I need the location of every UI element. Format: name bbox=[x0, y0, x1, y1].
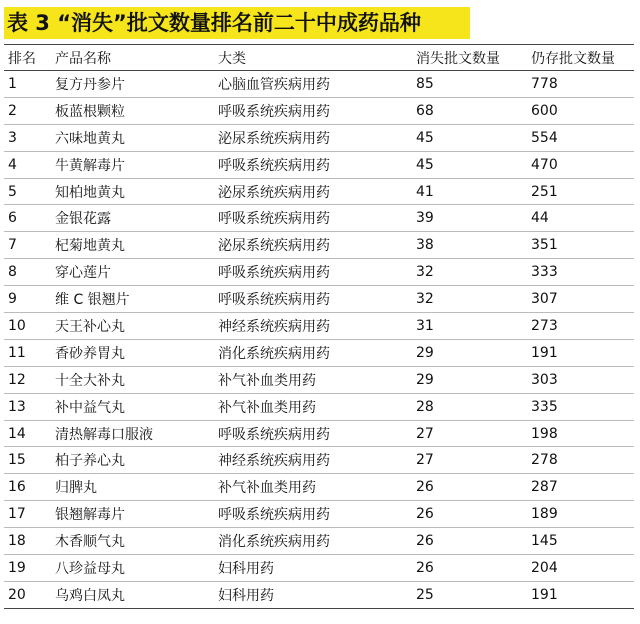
remaining-cell: 303 bbox=[531, 371, 558, 388]
table-row bbox=[4, 98, 634, 125]
category-cell: 消化系统疾病用药 bbox=[218, 345, 330, 362]
rank-cell: 5 bbox=[8, 183, 17, 200]
remaining-cell: 278 bbox=[531, 452, 558, 469]
table-row bbox=[4, 179, 634, 206]
table-row bbox=[4, 501, 634, 528]
lost-cell: 27 bbox=[416, 452, 434, 469]
table-row bbox=[4, 313, 634, 340]
remaining-cell: 273 bbox=[531, 317, 558, 334]
lost-cell: 31 bbox=[416, 317, 434, 334]
remaining-cell: 191 bbox=[531, 344, 558, 361]
category-cell: 泌尿系统疾病用药 bbox=[218, 238, 330, 255]
table-row bbox=[4, 232, 634, 259]
table-body bbox=[4, 71, 634, 609]
table-row bbox=[4, 205, 634, 232]
table-row bbox=[4, 340, 634, 367]
name-cell: 清热解毒口服液 bbox=[55, 426, 153, 443]
lost-cell: 29 bbox=[416, 371, 434, 388]
remaining-cell: 251 bbox=[531, 183, 558, 200]
name-cell: 复方丹参片 bbox=[55, 76, 125, 93]
remaining-cell: 198 bbox=[531, 425, 558, 442]
rank-cell: 17 bbox=[8, 506, 26, 523]
name-cell: 香砂养胃丸 bbox=[55, 345, 125, 362]
name-cell: 板蓝根颗粒 bbox=[55, 103, 125, 120]
drug-table bbox=[4, 44, 634, 609]
lost-cell: 32 bbox=[416, 291, 434, 308]
category-cell: 补气补血类用药 bbox=[218, 480, 316, 497]
lost-cell: 45 bbox=[416, 156, 434, 173]
table-row bbox=[4, 152, 634, 179]
rank-cell: 6 bbox=[8, 210, 17, 227]
table-row bbox=[4, 259, 634, 286]
lost-cell: 32 bbox=[416, 264, 434, 281]
remaining-cell: 335 bbox=[531, 398, 558, 415]
table-row bbox=[4, 421, 634, 448]
category-cell: 补气补血类用药 bbox=[218, 399, 316, 416]
lost-cell: 27 bbox=[416, 425, 434, 442]
header-category: 大类 bbox=[218, 50, 246, 67]
header-rank: 排名 bbox=[8, 50, 36, 67]
lost-cell: 29 bbox=[416, 344, 434, 361]
rank-cell: 14 bbox=[8, 425, 26, 442]
table-row bbox=[4, 367, 634, 394]
category-cell: 妇科用药 bbox=[218, 560, 274, 577]
remaining-cell: 470 bbox=[531, 156, 558, 173]
table-row bbox=[4, 528, 634, 555]
remaining-cell: 778 bbox=[531, 75, 558, 92]
rank-cell: 7 bbox=[8, 237, 17, 254]
rank-cell: 9 bbox=[8, 291, 17, 308]
name-cell: 归脾丸 bbox=[55, 480, 97, 497]
remaining-cell: 287 bbox=[531, 479, 558, 496]
category-cell: 呼吸系统疾病用药 bbox=[218, 292, 330, 309]
name-cell: 穿心莲片 bbox=[55, 265, 111, 282]
remaining-cell: 351 bbox=[531, 237, 558, 254]
rank-cell: 1 bbox=[8, 75, 17, 92]
category-cell: 呼吸系统疾病用药 bbox=[218, 426, 330, 443]
name-cell: 乌鸡白凤丸 bbox=[55, 587, 125, 604]
category-cell: 泌尿系统疾病用药 bbox=[218, 130, 330, 147]
category-cell: 妇科用药 bbox=[218, 587, 274, 604]
remaining-cell: 145 bbox=[531, 533, 558, 550]
remaining-cell: 333 bbox=[531, 264, 558, 281]
category-cell: 消化系统疾病用药 bbox=[218, 534, 330, 551]
table-row bbox=[4, 394, 634, 421]
rank-cell: 2 bbox=[8, 102, 17, 119]
lost-cell: 26 bbox=[416, 506, 434, 523]
lost-cell: 26 bbox=[416, 559, 434, 576]
rank-cell: 11 bbox=[8, 344, 26, 361]
category-cell: 呼吸系统疾病用药 bbox=[218, 211, 330, 228]
name-cell: 十全大补丸 bbox=[55, 372, 125, 389]
name-cell: 补中益气丸 bbox=[55, 399, 125, 416]
header-name: 产品名称 bbox=[55, 50, 111, 67]
name-cell: 木香顺气丸 bbox=[55, 534, 125, 551]
lost-cell: 39 bbox=[416, 210, 434, 227]
header-remaining: 仍存批文数量 bbox=[531, 50, 615, 67]
name-cell: 六味地黄丸 bbox=[55, 130, 125, 147]
lost-cell: 41 bbox=[416, 183, 434, 200]
name-cell: 八珍益母丸 bbox=[55, 560, 125, 577]
rank-cell: 8 bbox=[8, 264, 17, 281]
category-cell: 神经系统疾病用药 bbox=[218, 453, 330, 470]
name-cell: 银翘解毒片 bbox=[55, 507, 125, 524]
name-cell: 知柏地黄丸 bbox=[55, 184, 125, 201]
remaining-cell: 191 bbox=[531, 586, 558, 603]
table-row bbox=[4, 71, 634, 98]
table-header bbox=[4, 44, 634, 71]
rank-cell: 19 bbox=[8, 559, 26, 576]
name-cell: 柏子养心丸 bbox=[55, 453, 125, 470]
lost-cell: 38 bbox=[416, 237, 434, 254]
remaining-cell: 189 bbox=[531, 506, 558, 523]
lost-cell: 26 bbox=[416, 479, 434, 496]
table-row bbox=[4, 447, 634, 474]
name-cell: 牛黄解毒片 bbox=[55, 157, 125, 174]
lost-cell: 28 bbox=[416, 398, 434, 415]
category-cell: 补气补血类用药 bbox=[218, 372, 316, 389]
rank-cell: 18 bbox=[8, 533, 26, 550]
table-row bbox=[4, 286, 634, 313]
rank-cell: 3 bbox=[8, 129, 17, 146]
remaining-cell: 554 bbox=[531, 129, 558, 146]
table-title: 表 3 “消失”批文数量排名前二十中成药品种 bbox=[7, 11, 421, 35]
category-cell: 泌尿系统疾病用药 bbox=[218, 184, 330, 201]
category-cell: 呼吸系统疾病用药 bbox=[218, 507, 330, 524]
remaining-cell: 44 bbox=[531, 210, 549, 227]
rank-cell: 20 bbox=[8, 586, 26, 603]
lost-cell: 45 bbox=[416, 129, 434, 146]
category-cell: 心脑血管疾病用药 bbox=[218, 76, 330, 93]
rank-cell: 15 bbox=[8, 452, 26, 469]
lost-cell: 85 bbox=[416, 75, 434, 92]
lost-cell: 25 bbox=[416, 586, 434, 603]
remaining-cell: 307 bbox=[531, 291, 558, 308]
table-row bbox=[4, 555, 634, 582]
rank-cell: 10 bbox=[8, 317, 26, 334]
name-cell: 杞菊地黄丸 bbox=[55, 238, 125, 255]
header-lost: 消失批文数量 bbox=[416, 50, 500, 67]
table-row bbox=[4, 582, 634, 609]
rank-cell: 16 bbox=[8, 479, 26, 496]
name-cell: 维 C 银翘片 bbox=[55, 292, 130, 309]
lost-cell: 68 bbox=[416, 102, 434, 119]
category-cell: 呼吸系统疾病用药 bbox=[218, 103, 330, 120]
remaining-cell: 600 bbox=[531, 102, 558, 119]
table-row bbox=[4, 474, 634, 501]
category-cell: 呼吸系统疾病用药 bbox=[218, 157, 330, 174]
rank-cell: 12 bbox=[8, 371, 26, 388]
name-cell: 天王补心丸 bbox=[55, 318, 125, 335]
category-cell: 神经系统疾病用药 bbox=[218, 318, 330, 335]
category-cell: 呼吸系统疾病用药 bbox=[218, 265, 330, 282]
lost-cell: 26 bbox=[416, 533, 434, 550]
rank-cell: 4 bbox=[8, 156, 17, 173]
rank-cell: 13 bbox=[8, 398, 26, 415]
table-row bbox=[4, 125, 634, 152]
remaining-cell: 204 bbox=[531, 559, 558, 576]
name-cell: 金银花露 bbox=[55, 211, 111, 228]
